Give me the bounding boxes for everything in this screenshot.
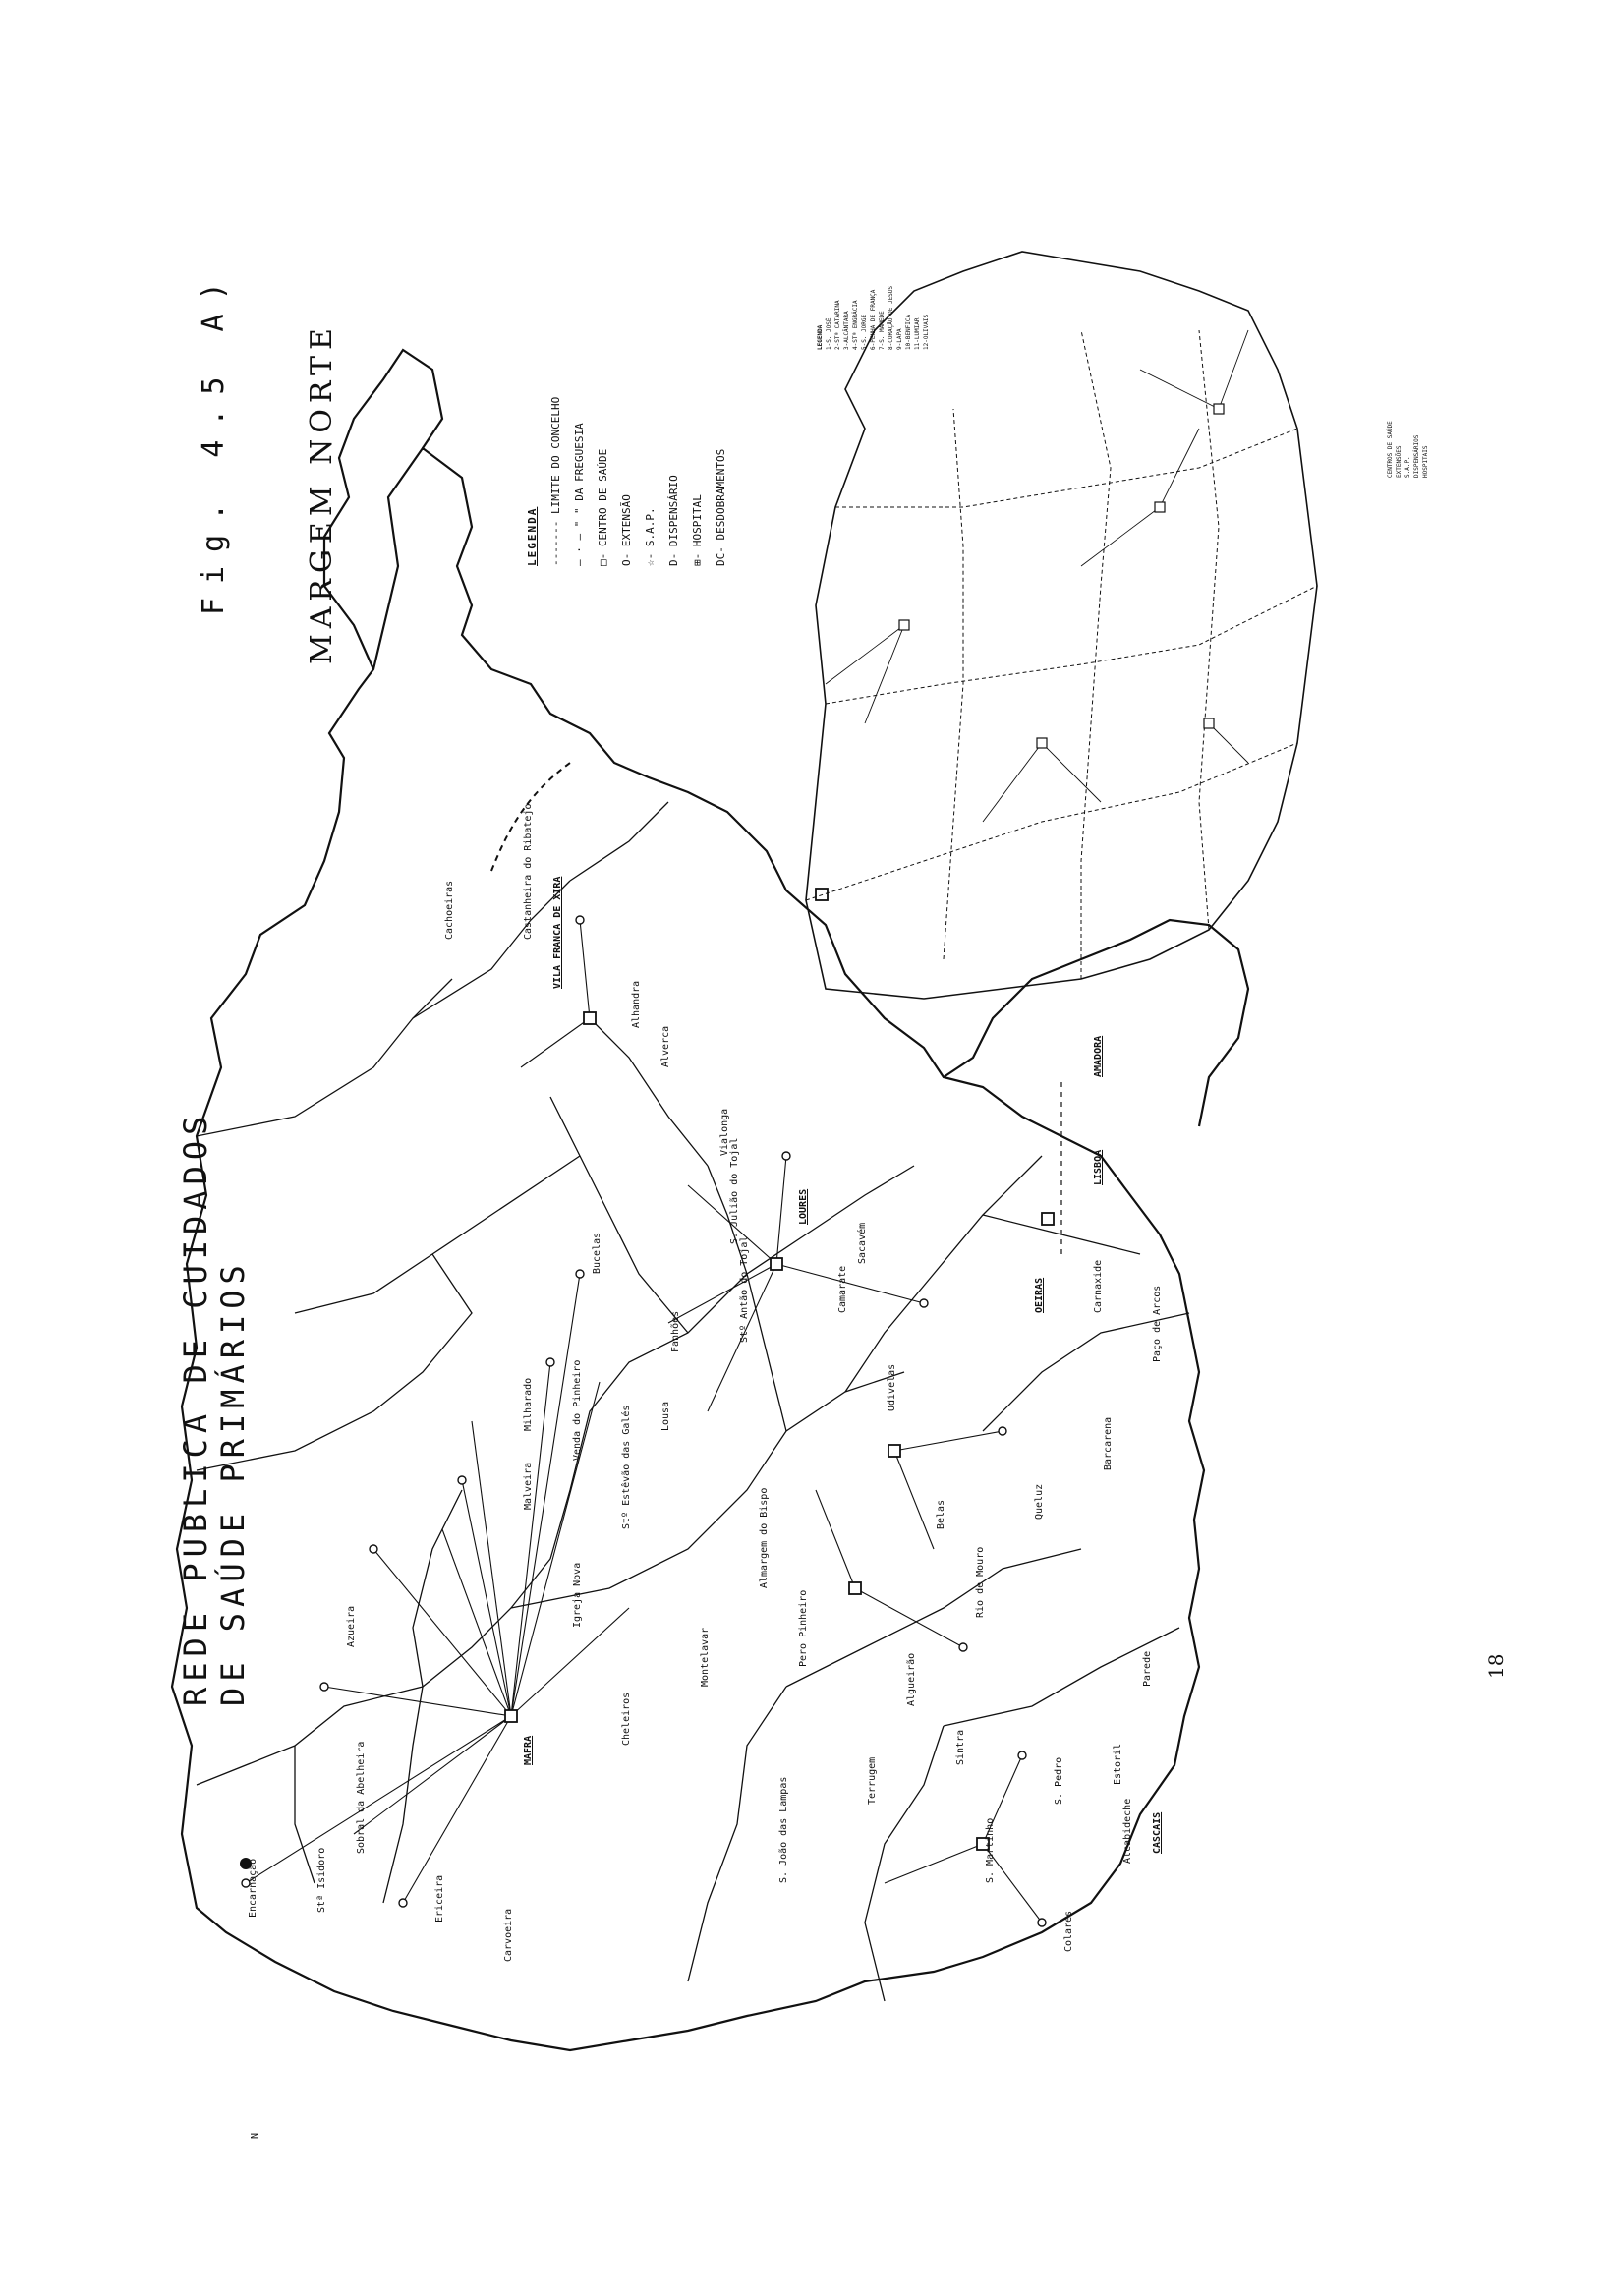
label-lousa: Lousa bbox=[660, 1401, 671, 1431]
seat-cascais: CASCAIS bbox=[1152, 1811, 1163, 1854]
legend-item-centro-saude: □- CENTRO DE SAÚDE bbox=[597, 448, 609, 566]
inset-symbol-list bbox=[1386, 421, 1430, 478]
inset-list-item: 2-STª CATARINA bbox=[834, 300, 841, 350]
label-sacavem: Sacavém bbox=[857, 1222, 868, 1264]
title-line-2: DE SAÚDE PRIMÁRIOS bbox=[214, 1259, 252, 1706]
seat-oeiras: OEIRAS bbox=[1034, 1277, 1045, 1313]
label-sto-isidoro: Stª Isidoro bbox=[316, 1847, 327, 1913]
label-camarate: Camarate bbox=[837, 1265, 848, 1313]
label-carvoeira: Carvoeira bbox=[503, 1908, 514, 1962]
inset-symbol-item: EXTENSÕES bbox=[1396, 445, 1403, 478]
inset-list-item: 6-PENHA DE FRANÇA bbox=[870, 289, 877, 350]
legend-item-desdobramentos: DC- DESDOBRAMENTOS bbox=[715, 448, 727, 566]
inset-list-item: 1-S. JOSÉ bbox=[826, 317, 832, 350]
legend-item-dispensario: D- DISPENSÁRIO bbox=[667, 475, 680, 566]
legend-item-hospital: ⊞- HOSPITAL bbox=[691, 494, 704, 566]
inset-map-lisboa bbox=[786, 134, 1356, 1018]
label-alhandra: Alhandra bbox=[631, 980, 642, 1028]
inset-list-item: 7-S. MAMEDE bbox=[879, 311, 886, 350]
label-carnaxide: Carnaxide bbox=[1093, 1259, 1104, 1313]
label-estoril: Estoril bbox=[1113, 1743, 1123, 1785]
label-azueira: Azueira bbox=[346, 1605, 357, 1647]
inset-list-item: 8-CORAÇÃO DE JESUS bbox=[888, 285, 894, 350]
inset-list-item: 11-LUMIAR bbox=[914, 317, 921, 350]
seat-vila-franca: VILA FRANCA DE XIRA bbox=[552, 876, 563, 989]
legend-heading: LEGENDA bbox=[526, 506, 539, 566]
label-sobral-abelheira: Sobral da Abelheira bbox=[356, 1741, 367, 1854]
inset-parish-list bbox=[816, 286, 931, 350]
inset-symbol-item: CENTROS DE SAÚDE bbox=[1387, 421, 1394, 478]
north-mark: N bbox=[250, 2132, 260, 2139]
inset-list-item: 10-BENFICA bbox=[905, 314, 912, 350]
label-sto-estevao: Stº Estêvão das Galés bbox=[621, 1405, 632, 1529]
label-bucelas: Bucelas bbox=[592, 1232, 602, 1274]
label-castanheira: Castanheira do Ribatejo bbox=[523, 803, 534, 940]
legend-item-limite-freguesia: — · — " " DA FREGUESIA bbox=[573, 423, 586, 566]
label-algueirao: Algueirão bbox=[906, 1652, 917, 1706]
label-s-martinho: S. Martinho bbox=[985, 1817, 996, 1883]
inset-outline bbox=[806, 252, 1317, 999]
label-paco-arcos: Paço de Arcos bbox=[1152, 1285, 1163, 1362]
legend-item-limite-concelho: ------- LIMITE DO CONCELHO bbox=[549, 396, 562, 566]
label-odivelas: Odivelas bbox=[887, 1363, 897, 1411]
label-ericeira: Ericeira bbox=[434, 1874, 445, 1923]
label-encarnacao: Encarnação bbox=[248, 1858, 258, 1918]
inset-list-item: 12-OLIVAIS bbox=[923, 314, 930, 350]
inset-list-item: 4-STª ENGRÁCIA bbox=[852, 300, 859, 350]
map-subtitle: MARGEM NORTE bbox=[305, 322, 339, 664]
legend-item-extensao: O- EXTENSÃO bbox=[620, 494, 633, 566]
inset-symbol-item: DISPENSÁRIOS bbox=[1413, 434, 1420, 478]
seat-lisboa: LISBOA bbox=[1093, 1149, 1104, 1185]
inset-list-item: 9-LAPA bbox=[896, 328, 903, 350]
title-line-1: REDE PUBLICA DE CUIDADOS bbox=[177, 1110, 214, 1706]
inset-symbol-item: S.A.P. bbox=[1404, 456, 1411, 478]
label-fanhoes: Fanhões bbox=[670, 1310, 681, 1352]
label-sintra: Sintra bbox=[955, 1729, 966, 1765]
inset-symbol-item: HOSPITAIS bbox=[1422, 445, 1429, 478]
label-colares: Colares bbox=[1063, 1910, 1074, 1952]
label-parede: Parede bbox=[1142, 1650, 1153, 1687]
label-s-juliao-tojal: S. Julião do Tojal bbox=[729, 1137, 740, 1244]
label-montelavar: Montelavar bbox=[700, 1627, 711, 1687]
label-barcarena: Barcarena bbox=[1103, 1416, 1114, 1470]
label-malveira: Malveira bbox=[523, 1462, 534, 1510]
inset-parishes bbox=[806, 330, 1317, 979]
seat-loures: LOURES bbox=[798, 1188, 809, 1225]
label-rio-mouro: Rio de Mouro bbox=[975, 1546, 986, 1618]
page-number: 18 bbox=[1484, 1653, 1508, 1679]
label-s-pedro: S. Pedro bbox=[1054, 1756, 1064, 1805]
inset-list-item: 3-ALCÂNTARA bbox=[843, 311, 850, 350]
seat-mafra: MAFRA bbox=[523, 1735, 534, 1765]
label-milharado: Milharado bbox=[523, 1377, 534, 1431]
label-queluz: Queluz bbox=[1034, 1483, 1045, 1520]
label-almargem: Almargem do Bispo bbox=[759, 1487, 770, 1588]
inset-list-item: 5-S. JORGE bbox=[861, 314, 868, 350]
label-terrugem: Terrugem bbox=[867, 1756, 878, 1805]
label-igreja-nova: Igreja Nova bbox=[572, 1562, 583, 1628]
legend-item-sap: ☆- S.A.P. bbox=[644, 507, 657, 566]
label-vialonga: Vialonga bbox=[719, 1108, 730, 1156]
label-belas: Belas bbox=[936, 1499, 946, 1529]
inset-centres bbox=[899, 404, 1224, 748]
label-cachoeiras: Cachoeiras bbox=[444, 880, 455, 940]
figure-label: Fig. 4.5 A) bbox=[197, 268, 231, 615]
label-venda-pinheiro: Venda do Pinheiro bbox=[572, 1359, 583, 1461]
seat-amadora: AMADORA bbox=[1093, 1035, 1104, 1077]
label-sto-antao-tojal: Stº Antão do Tojal bbox=[739, 1235, 750, 1343]
label-pero-pinheiro: Pero Pinheiro bbox=[798, 1589, 809, 1667]
health-centres bbox=[505, 889, 1054, 1850]
label-cheleiros: Cheleiros bbox=[621, 1692, 632, 1746]
label-s-joao-lampas: S. João das Lampas bbox=[778, 1776, 789, 1883]
label-alverca: Alverca bbox=[660, 1025, 671, 1067]
inset-legend-title: LEGENDA bbox=[817, 324, 824, 350]
label-alcabideche: Alcabideche bbox=[1122, 1798, 1133, 1864]
